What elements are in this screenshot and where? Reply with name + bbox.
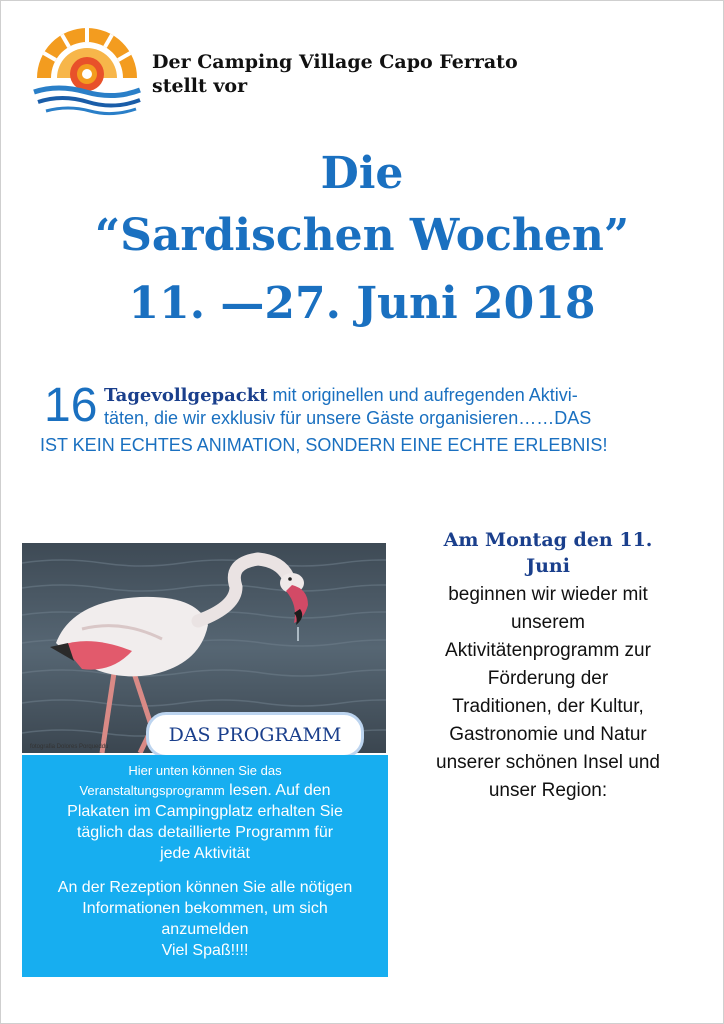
program-info-box [22, 755, 388, 977]
body-line: Traditionen, der Kultur, [452, 696, 644, 717]
program-p1-line-2-small: Veranstaltungsprogramm [79, 783, 225, 798]
body-line: unserem [511, 612, 585, 633]
body-line: unser Region: [488, 780, 608, 801]
program-p1-line-2 [22, 780, 388, 801]
program-p2-line-3: anzumelden [161, 921, 249, 938]
program-p1-line-4: täglich das detaillierte Programm für [76, 824, 334, 841]
program-paragraph-2 [22, 877, 388, 961]
intro-line-2: stellt vor [152, 75, 248, 97]
program-p1-line-2-rest: lesen. Auf den [224, 782, 331, 799]
body-line: Aktivitätenprogramm zur [445, 640, 651, 661]
intro-text [152, 50, 518, 98]
program-p1-line-5: jede Aktivität [160, 845, 250, 862]
body-line: Gastronomie und Natur [449, 724, 647, 745]
body-line: unserer schönen Insel und [436, 752, 660, 773]
start-date-heading-line-2: Juni [526, 555, 570, 577]
days-count: 16 [44, 379, 98, 432]
program-p2-line-4: Viel Spaß!!!! [161, 942, 249, 959]
program-p2-line-1: An der Rezeption können Sie alle nötigen [57, 879, 353, 896]
title-line-1: Die [320, 148, 404, 199]
program-p1-line-3: Plakaten im Campingplatz erhalten Sie [67, 803, 343, 820]
tagline-line-2: täten, die wir exklusiv für unsere Gäste organisieren……DAS [104, 408, 592, 428]
sun-logo-icon [28, 26, 146, 126]
intro-line-1: Der Camping Village Capo Ferrato [152, 51, 518, 73]
program-badge: DAS PROGRAMM [146, 712, 364, 758]
tagline-line-1 [104, 384, 704, 430]
tagline-line-1-rest: mit originellen und aufregenden Aktivi- [267, 385, 578, 405]
title-line-3-dates: 11. —27. Juni 2018 [128, 278, 596, 329]
program-p2-line-2: Informationen bekommen, um sich [82, 900, 328, 917]
title-line-2: “Sardischen Wochen” [94, 210, 630, 261]
body-line: beginnen wir wieder mit [448, 584, 648, 605]
start-date-heading [402, 527, 694, 579]
body-line: Förderung der [487, 668, 609, 689]
program-paragraph-1 [22, 761, 388, 864]
photo-credit: fotografia Dolores Porqueddu [30, 744, 109, 750]
start-date-section [402, 527, 694, 805]
start-date-body [402, 581, 694, 805]
start-date-heading-line-1: Am Montag den 11. [443, 529, 653, 551]
tagline-bold: Tagevollgepackt [104, 385, 268, 406]
program-p1-line-1: Hier unten können Sie das [128, 763, 282, 778]
tagline-line-3: IST KEIN ECHTES ANIMATION, SONDERN EINE ECHTE ERLEBNIS! [40, 435, 608, 455]
